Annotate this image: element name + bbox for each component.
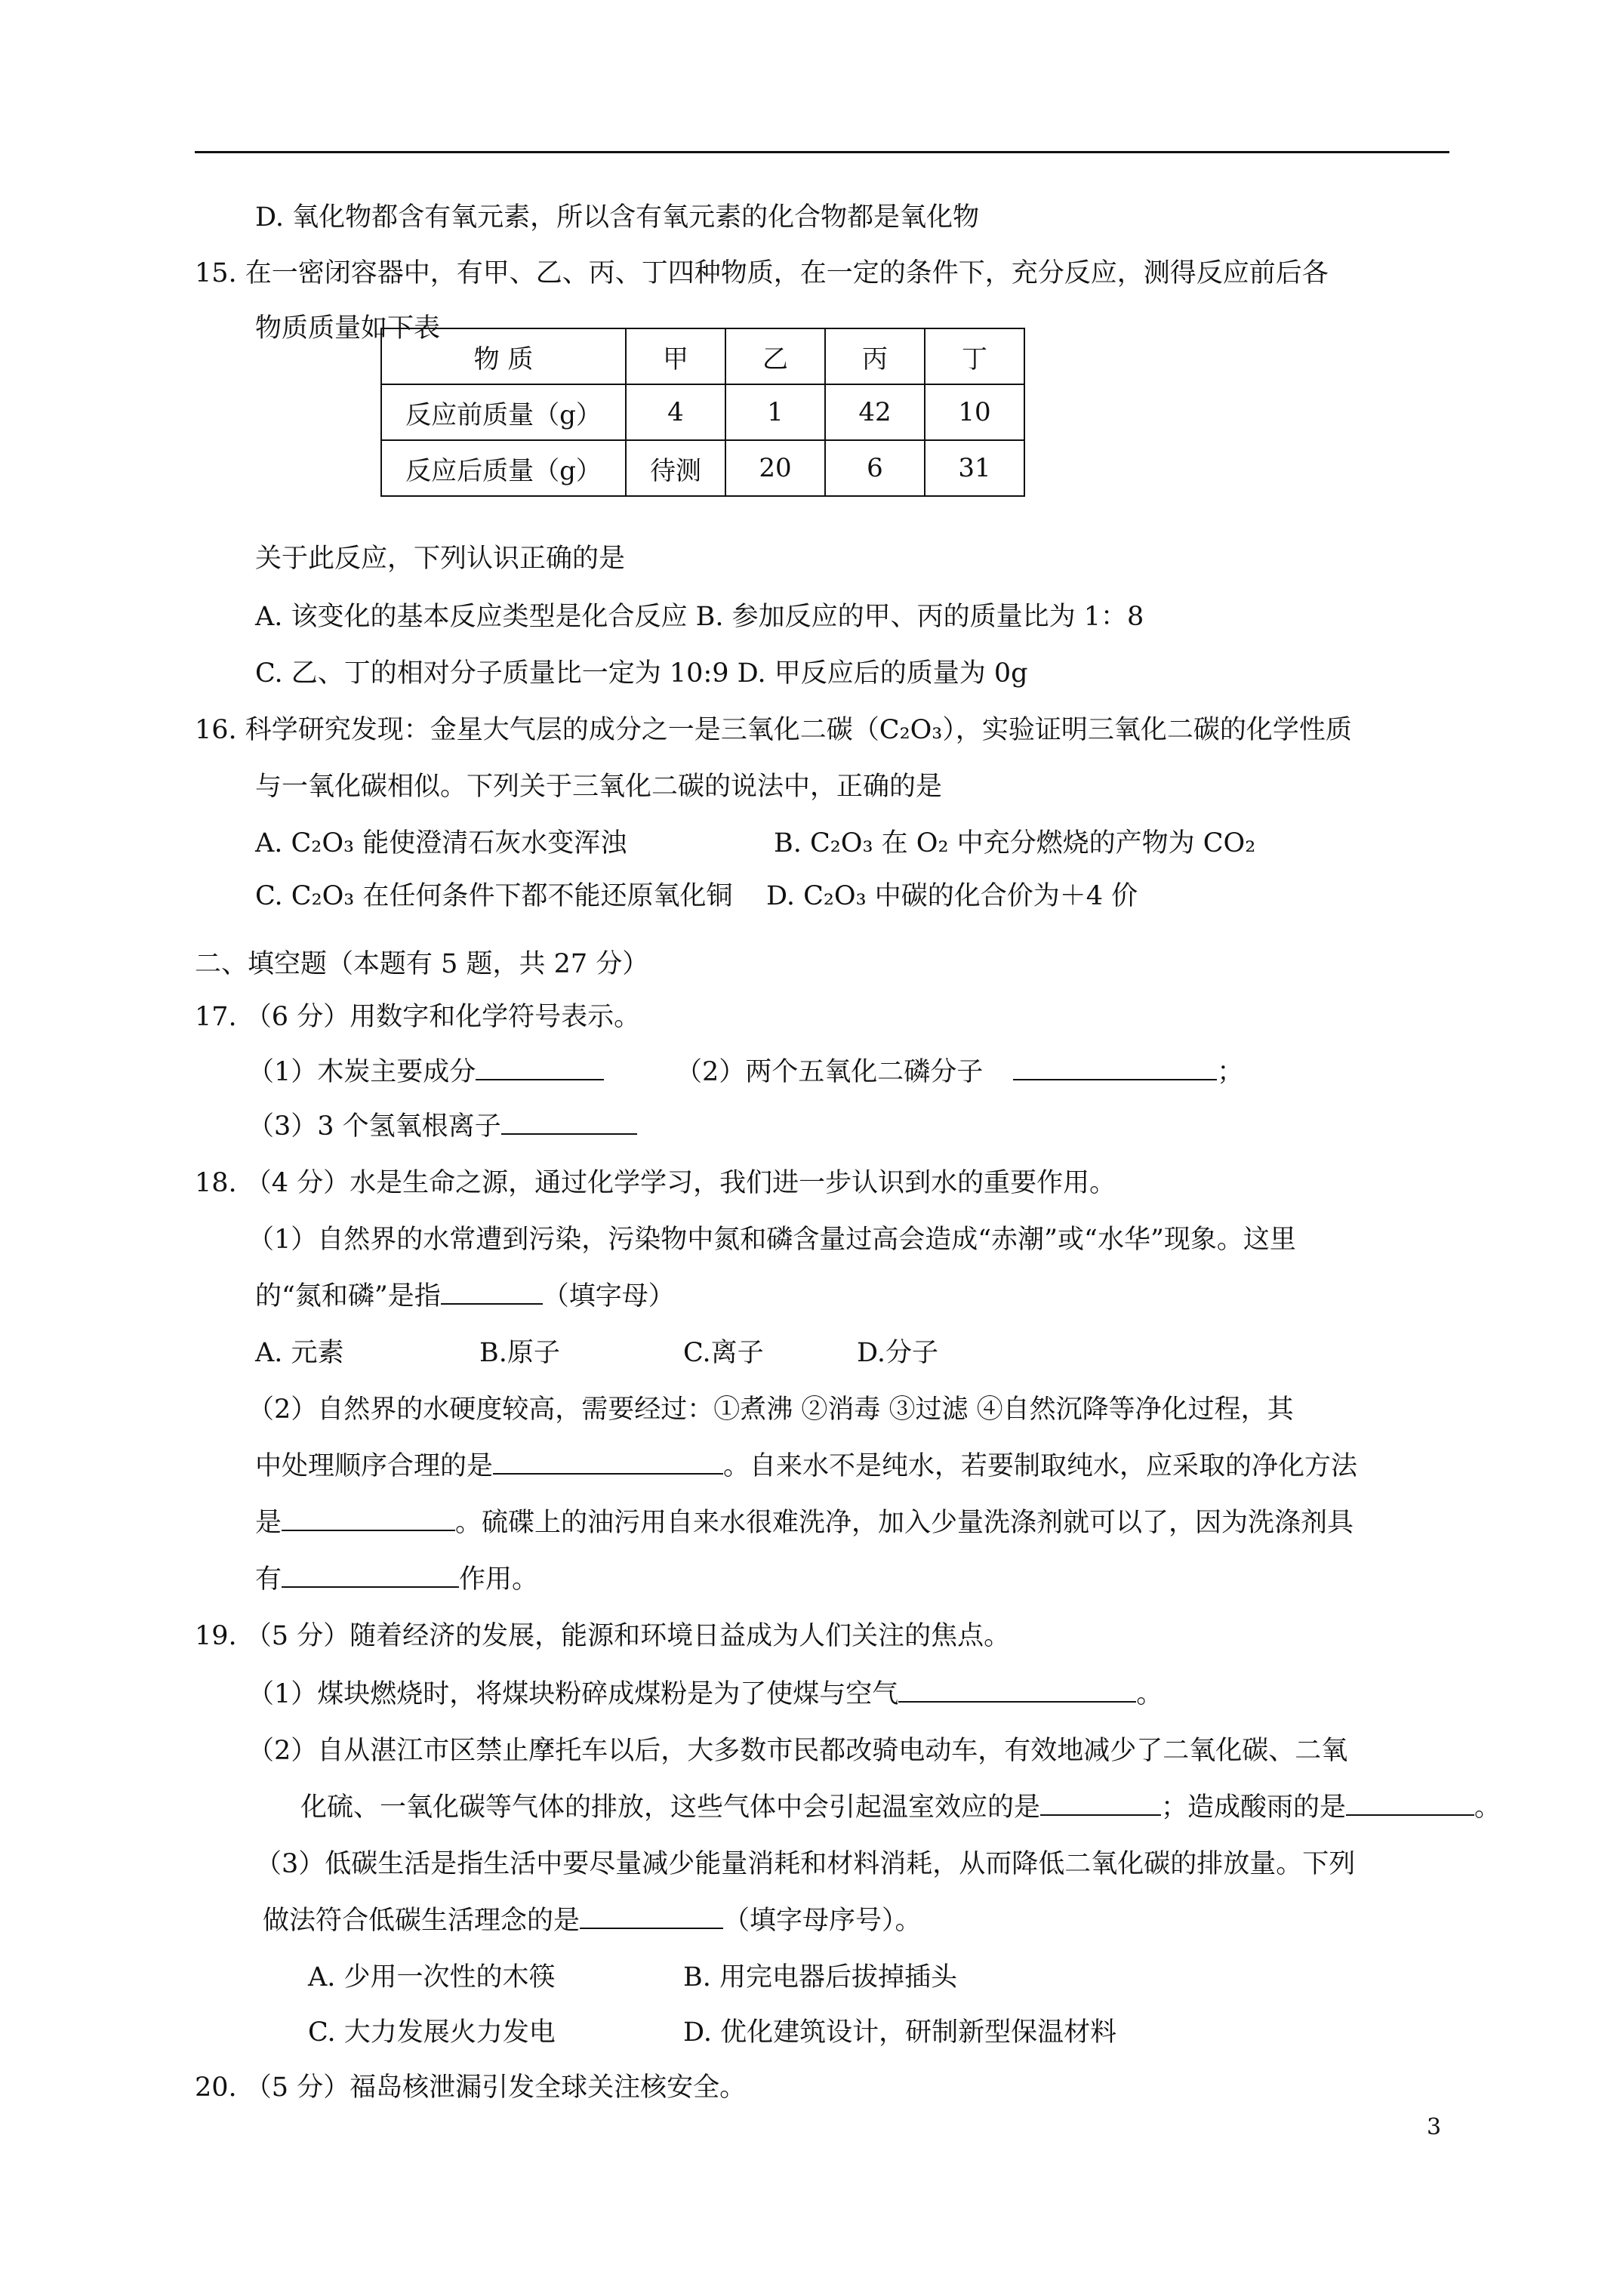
q19-option-b: B. 用完电器后拔掉插头 [683,1962,957,1992]
q18-option-d: D.分子 [857,1338,938,1368]
answer-blank[interactable] [898,1678,1136,1703]
q18-option-a: A. 元素 [255,1338,344,1368]
table-cell: 甲 [626,328,725,384]
q18-option-c: C.离子 [683,1338,764,1368]
q18-part1-text: 的“氮和磷”是指 [255,1281,441,1311]
answer-blank[interactable] [476,1056,604,1080]
q19-part3-text: 做法符合低碳生活理念的是 [263,1906,581,1936]
q16-option-d: D. C₂O₃ 中碳的化合价为＋4 价 [766,881,1138,911]
q19-part2-end: 。 [1474,1792,1501,1823]
table-cell: 1 [725,384,825,440]
table-row [381,440,1024,496]
q16-option-c: C. C₂O₃ 在任何条件下都不能还原氧化铜 [255,881,733,911]
q19-part2-mid: ；造成酸雨的是 [1161,1792,1347,1823]
q20-stem: 20. （5 分）福岛核泄漏引发全球关注核安全。 [195,2073,747,2103]
table-cell: 丙 [825,328,925,384]
mass-table [380,328,1025,497]
table-row [381,384,1024,440]
q19-part1-end: 。 [1136,1679,1163,1709]
section-2-title: 二、填空题（本题有 5 题，共 27 分） [195,949,649,979]
q18-part2-cont: 作用。 [459,1564,539,1595]
answer-blank[interactable] [282,1507,455,1531]
q17-stem: 17. （6 分）用数字和化学符号表示。 [195,1002,641,1032]
q19-option-c: C. 大力发展火力发电 [308,2017,556,2048]
page-number: 3 [1427,2114,1442,2140]
q19-part2-line2 [300,1791,1501,1824]
q16-stem-line1: 16. 科学研究发现：金星大气层的成分之一是三氧化二碳（C₂O₃），实验证明三氧化二碳的化学性质 [195,715,1352,745]
q18-part1-line1: （1）自然界的水常遭到污染，污染物中氮和磷含量过高会造成“赤潮”或“水华”现象。这里 [248,1225,1296,1255]
q18-part2-line3 [255,1506,1354,1539]
q19-part2-text: 化硫、一氧化碳等气体的排放，这些气体中会引起温室效应的是 [300,1792,1041,1823]
header-rule [195,151,1449,153]
answer-blank[interactable] [1013,1056,1217,1080]
table-cell: 乙 [725,328,825,384]
q18-part2-cont: 。自来水不是纯水，若要制取纯水，应采取的净化方法 [723,1451,1358,1481]
table-cell: 反应后质量（g） [381,440,626,496]
q18-part2-line1: （2）自然界的水硬度较高，需要经过：①煮沸 ②消毒 ③过滤 ④自然沉降等净化过程，其 [248,1395,1294,1425]
table-cell: 42 [825,384,925,440]
q15-options-cd: C. 乙、丁的相对分子质量比一定为 10:9 D. 甲反应后的质量为 0g [255,658,1028,689]
table-cell: 4 [626,384,725,440]
table-cell: 丁 [925,328,1024,384]
q18-part2-text: 中处理顺序合理的是 [255,1451,494,1481]
q16-option-b: B. C₂O₃ 在 O₂ 中充分燃烧的产物为 CO₂ [774,828,1256,858]
q19-part3-hint: （填字母序号）。 [723,1906,922,1936]
q15-stem-line2: 物质质量如下表 [255,313,441,344]
q19-part1 [248,1678,1163,1711]
answer-blank[interactable] [1346,1792,1474,1816]
q15-question: 关于此反应，下列认识正确的是 [255,544,626,574]
q18-part1-line2 [255,1280,675,1313]
q18-part2-text: 是 [255,1508,282,1538]
table-cell: 6 [825,440,925,496]
q16-stem-line2: 与一氧化碳相似。下列关于三氧化二碳的说法中，正确的是 [255,772,943,802]
q18-stem: 18. （4 分）水是生命之源，通过化学学习，我们进一步认识到水的重要作用。 [195,1168,1116,1198]
q17-part2-text: （2）两个五氧化二磷分子 [676,1057,984,1087]
table-cell: 反应前质量（g） [381,384,626,440]
q15-stem-line1: 15. 在一密闭容器中，有甲、乙、丙、丁四种物质，在一定的条件下，充分反应，测得反应前后各 [195,258,1329,288]
q18-part1-hint: （填字母） [542,1281,675,1311]
q18-part2-cont: 。硫碟上的油污用自来水很难洗净，加入少量洗涤剂就可以了，因为洗涤剂具 [455,1508,1354,1538]
table-cell: 10 [925,384,1024,440]
table-cell: 待测 [626,440,725,496]
q19-part2-line1: （2）自从湛江市区禁止摩托车以后，大多数市民都改骑电动车，有效地减少了二氧化碳、二氧 [248,1736,1348,1766]
q17-part1 [248,1056,604,1089]
q17-part3-text: （3）3 个氢氧根离子 [248,1111,501,1142]
q19-stem: 19. （5 分）随着经济的发展，能源和环境日益成为人们关注的焦点。 [195,1621,1011,1651]
q18-part2-line2 [255,1450,1357,1483]
q18-option-b: B.原子 [479,1338,560,1368]
q14-option-d: D. 氧化物都含有氧元素，所以含有氧元素的化合物都是氧化物 [255,202,980,233]
q19-option-a: A. 少用一次性的木筷 [308,1962,556,1992]
q17-part1-text: （1）木炭主要成分 [248,1057,476,1087]
q16-option-a: A. C₂O₃ 能使澄清石灰水变浑浊 [255,828,627,858]
q15-options-ab: A. 该变化的基本反应类型是化合反应 B. 参加反应的甲、丙的质量比为 1：8 [255,602,1144,632]
table-header-row [381,328,1024,384]
answer-blank[interactable] [580,1905,723,1929]
q19-part3-line1: （3）低碳生活是指生活中要尽量减少能量消耗和材料消耗，从而降低二氧化碳的排放量。下列 [255,1849,1356,1879]
answer-blank[interactable] [493,1450,723,1475]
answer-blank[interactable] [501,1111,637,1135]
table-cell: 31 [925,440,1024,496]
q19-part1-text: （1）煤块燃烧时，将煤块粉碎成煤粉是为了使煤与空气 [248,1679,899,1709]
answer-blank[interactable] [441,1281,543,1305]
q17-part3 [248,1110,637,1143]
table-cell: 物 质 [381,328,626,384]
q17-part2-end: ； [1217,1057,1244,1087]
answer-blank[interactable] [282,1564,459,1588]
table-cell: 20 [725,440,825,496]
q19-part3-line2 [263,1904,922,1937]
answer-blank[interactable] [1040,1792,1161,1816]
q18-part2-text: 有 [255,1564,282,1595]
q18-part2-line4 [255,1563,538,1596]
q19-option-d: D. 优化建筑设计，研制新型保温材料 [683,2017,1117,2048]
q17-part2 [676,1056,1243,1089]
